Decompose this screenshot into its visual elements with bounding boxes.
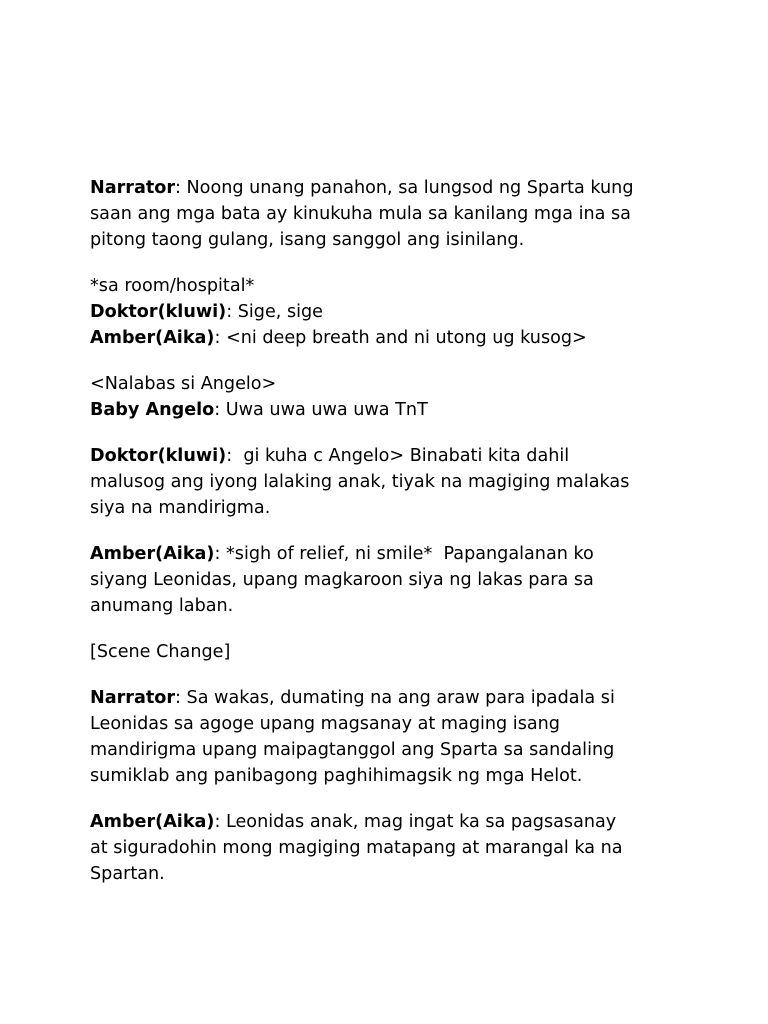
speaker-name: Amber(Aika)	[90, 328, 215, 348]
speaker-name: Amber(Aika)	[90, 812, 215, 832]
script-line	[90, 273, 678, 299]
script-line	[90, 685, 678, 789]
script-paragraph	[90, 639, 678, 665]
script-line	[90, 809, 678, 887]
script-line	[90, 371, 678, 397]
dialogue-text: [Scene Change]	[90, 642, 231, 662]
script-paragraph	[90, 541, 678, 619]
speaker-name: Narrator	[90, 688, 175, 708]
script-line	[90, 175, 678, 253]
script-paragraph	[90, 685, 678, 789]
dialogue-text: : Leonidas anak, mag ingat ka sa pagsasanay at siguradohin mong magiging matapang at marangal ka na Spartan.	[90, 812, 623, 884]
speaker-name: Doktor(kluwi)	[90, 446, 227, 466]
dialogue-text: : Noong unang panahon, sa lungsod ng Sparta kung saan ang mga bata ay kinukuha mula sa kanilang mga ina sa pitong taong gulang, isang sanggol ang isinilang.	[90, 178, 634, 250]
script-paragraph	[90, 371, 678, 423]
script-line	[90, 443, 678, 521]
script-line	[90, 541, 678, 619]
script-body	[90, 175, 678, 887]
dialogue-text: : *sigh of relief, ni smile* Papangalanan ko siyang Leonidas, upang magkaroon siya ng lakas para sa anumang laban.	[90, 544, 594, 616]
script-paragraph	[90, 443, 678, 521]
script-line	[90, 639, 678, 665]
dialogue-text: : gi kuha c Angelo> Binabati kita dahil malusog ang iyong lalaking anak, tiyak na magiging malakas siya na mandirigma.	[90, 446, 630, 518]
dialogue-text: : <ni deep breath and ni utong ug kusog>	[214, 328, 587, 348]
script-line	[90, 325, 678, 351]
dialogue-text: : Sa wakas, dumating na ang araw para ipadala si Leonidas sa agoge upang magsanay at maging isang mandirigma upang maipagtanggol ang Sparta sa sandaling sumiklab ang panibagong paghihimagsik ng mga Helot.	[90, 688, 615, 786]
script-line	[90, 397, 678, 423]
dialogue-text: *sa room/hospital*	[90, 276, 255, 296]
speaker-name: Doktor(kluwi)	[90, 302, 227, 322]
script-line	[90, 299, 678, 325]
dialogue-text: <Nalabas si Angelo>	[90, 374, 277, 394]
script-paragraph	[90, 175, 678, 253]
script-paragraph	[90, 809, 678, 887]
script-paragraph	[90, 273, 678, 351]
speaker-name: Baby Angelo	[90, 400, 215, 420]
dialogue-text: : Uwa uwa uwa uwa TnT	[214, 400, 428, 420]
dialogue-text: : Sige, sige	[226, 302, 324, 322]
speaker-name: Amber(Aika)	[90, 544, 215, 564]
speaker-name: Narrator	[90, 178, 175, 198]
